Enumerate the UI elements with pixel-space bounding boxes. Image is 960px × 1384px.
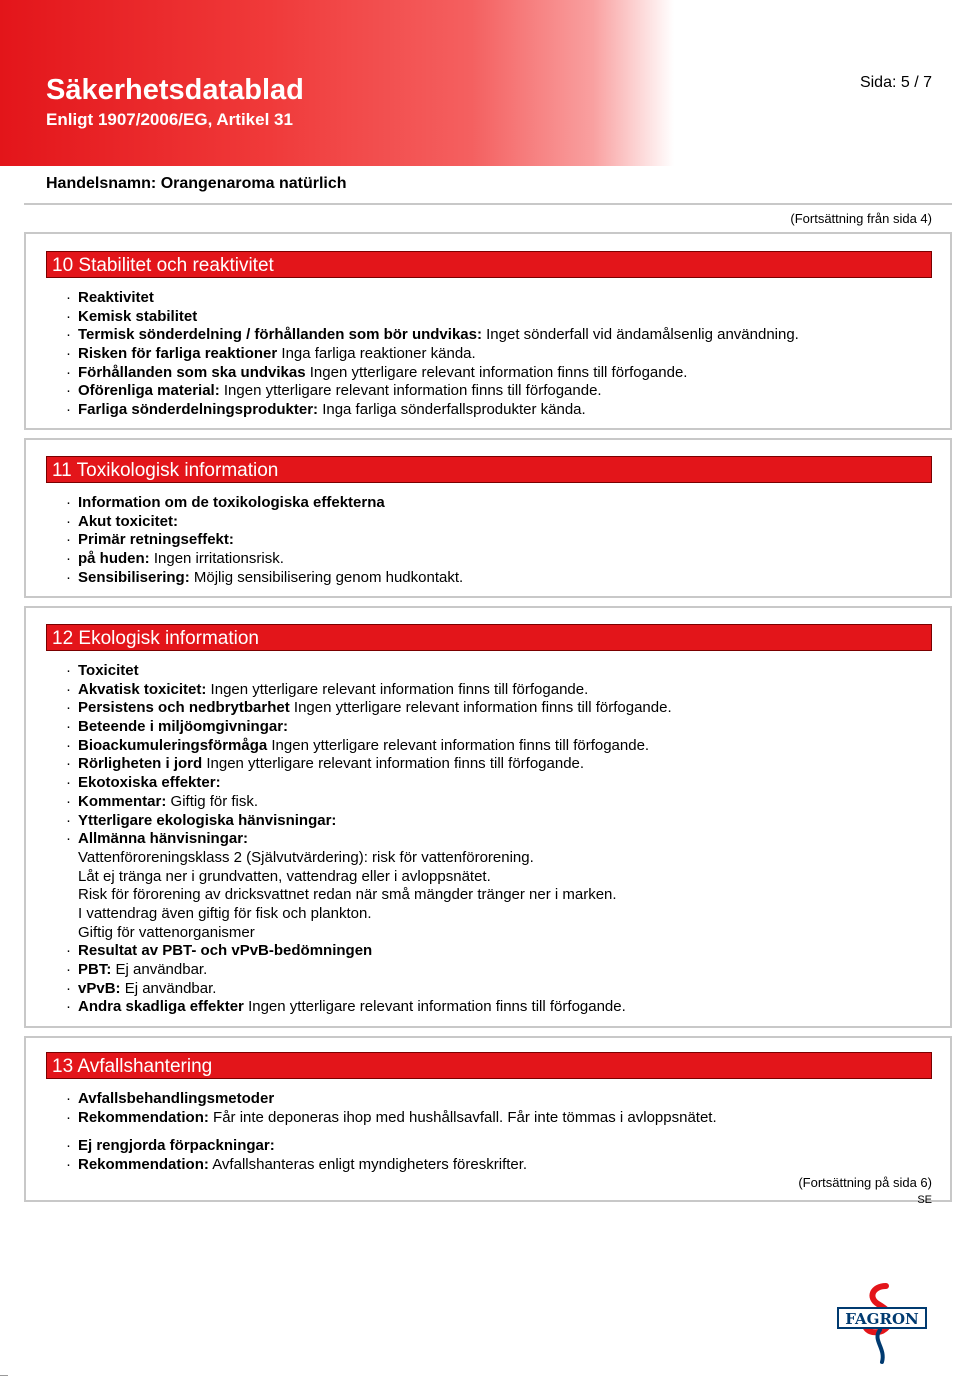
bullet-icon: ·: [66, 942, 71, 960]
info-label: Primär retningseffekt:: [78, 531, 234, 549]
info-label: Termisk sönderdelning / förhållanden som bör undvikas:: [78, 326, 482, 344]
info-label: Kommentar:: [78, 792, 167, 810]
bullet-icon: ·: [66, 830, 71, 848]
info-line: [66, 961, 672, 980]
info-value: Ingen ytterligare relevant information finns till förfogande.: [219, 382, 602, 400]
info-label: Beteende i miljöomgivningar:: [78, 718, 289, 736]
bullet-icon: ·: [66, 531, 71, 549]
info-label: Kemisk stabilitet: [78, 307, 198, 325]
info-line: [66, 364, 799, 383]
bullet-icon: ·: [66, 662, 71, 679]
bullet-icon: ·: [66, 680, 71, 698]
info-line: [66, 1137, 717, 1156]
bullet-icon: ·: [66, 979, 71, 997]
info-value: Ingen ytterligare relevant information finns till förfogande.: [202, 755, 585, 773]
info-value: Får inte deponeras ihop med hushållsavfall. Får inte tömmas i avloppsnätet.: [208, 1108, 717, 1126]
bullet-icon: ·: [66, 289, 71, 306]
product-name: Handelsnamn: Orangenaroma natürlich: [46, 175, 347, 192]
info-line: [66, 1109, 717, 1128]
note-line: Låt ej tränga ner i grundvatten, vattendrag eller i avloppsnätet.: [78, 867, 491, 885]
info-label: Sensibilisering:: [78, 568, 190, 586]
info-line: [66, 345, 799, 364]
info-label: Allmänna hänvisningar:: [78, 830, 249, 848]
section-12-heading: 12 Ekologisk information: [46, 624, 932, 651]
info-value: Avfallshanteras enligt myndigheters föreskrifter.: [208, 1156, 528, 1174]
section-12-lines: [66, 662, 672, 849]
info-line: [66, 699, 672, 718]
info-line: [66, 569, 463, 588]
info-value: Ingen ytterligare relevant information finns till förfogande.: [243, 998, 626, 1016]
info-line: [66, 980, 672, 999]
info-label: Akvatisk toxicitet:: [78, 680, 207, 698]
info-line: [66, 550, 463, 569]
bullet-icon: ·: [66, 550, 71, 568]
info-line: [66, 942, 672, 961]
section-13-body: [66, 1090, 717, 1175]
section-11-body: [66, 494, 463, 587]
section-11-heading: 11 Toxikologisk information: [46, 456, 932, 483]
bullet-icon: ·: [66, 345, 71, 363]
info-label: Oförenliga material:: [78, 382, 220, 400]
info-label: Andra skadliga effekter: [78, 998, 244, 1016]
info-label: Toxicitet: [78, 662, 139, 679]
info-line: [66, 513, 463, 532]
info-label: vPvB:: [78, 979, 121, 997]
info-line: [66, 531, 463, 550]
info-line: [66, 326, 799, 345]
bullet-icon: ·: [66, 998, 71, 1016]
info-line: [66, 830, 672, 849]
info-label: Resultat av PBT- och vPvB-bedömningen: [78, 942, 373, 960]
section-13-heading: 13 Avfallshantering: [46, 1052, 932, 1079]
info-line: [66, 718, 672, 737]
bullet-icon: ·: [66, 512, 71, 530]
bullet-icon: ·: [66, 494, 71, 511]
info-label: Ej rengjorda förpackningar:: [78, 1137, 275, 1155]
info-line: [66, 289, 799, 308]
info-value: Ej användbar.: [120, 979, 217, 997]
print-date: Datum för utskrift: 21.12.2012: [721, 101, 932, 118]
info-label: Avfallsbehandlingsmetoder: [78, 1090, 275, 1107]
info-label: Ekotoxiska effekter:: [78, 774, 221, 792]
info-line: [66, 998, 672, 1017]
note-line: Risk för förorening av dricksvattnet redan när små mängder tränger ner i marken.: [78, 886, 617, 904]
info-line: [66, 737, 672, 756]
version-number: Versionsnummer 17: [789, 139, 932, 156]
bullet-icon: ·: [66, 568, 71, 586]
logo-tail-icon: [877, 1330, 882, 1362]
bullet-icon: ·: [66, 718, 71, 736]
info-value: Giftig för fisk.: [166, 792, 259, 810]
info-line: [66, 662, 672, 681]
info-label: Bioackumuleringsförmåga: [78, 736, 268, 754]
info-line: [66, 401, 799, 420]
header-divider: [24, 203, 952, 205]
info-line: [66, 755, 672, 774]
info-value: Möjlig sensibilisering genom hudkontakt.: [189, 568, 464, 586]
page-number: Sida: 5 / 7: [859, 74, 932, 91]
info-line: [66, 812, 672, 831]
info-label: Akut toxicitet:: [78, 512, 179, 530]
corner-mark: [0, 1375, 8, 1376]
info-label: Reaktivitet: [78, 289, 154, 306]
bullet-icon: ·: [66, 792, 71, 810]
revised-date: Omarbetad: 21.12.2012: [762, 120, 932, 137]
document-subtitle: Enligt 1907/2006/EG, Artikel 31: [46, 110, 293, 129]
info-label: Information om de toxikologiska effekterna: [78, 494, 385, 511]
note-line: Giftig för vattenorganismer: [78, 923, 255, 941]
info-label: Rörligheten i jord: [78, 755, 203, 773]
info-line: [66, 793, 672, 812]
info-label: Rekommendation:: [78, 1156, 209, 1174]
info-label: Ytterligare ekologiska hänvisningar:: [78, 811, 337, 829]
info-value: Ej användbar.: [111, 961, 208, 978]
section-12-lines-after: [66, 942, 672, 1017]
info-value: Inga farliga sönderfallsprodukter kända.: [318, 401, 586, 419]
info-line: [66, 308, 799, 327]
bullet-icon: ·: [66, 363, 71, 381]
info-label: på huden:: [78, 550, 150, 568]
section-10-heading: 10 Stabilitet och reaktivitet: [46, 251, 932, 278]
note-line: I vattendrag även giftig för fisk och plankton.: [78, 904, 372, 922]
bullet-icon: ·: [66, 1156, 71, 1174]
bullet-icon: ·: [66, 382, 71, 400]
info-label: Rekommendation:: [78, 1108, 209, 1126]
bullet-icon: ·: [66, 811, 71, 829]
note-line: Vattenföroreningsklass 2 (Självutvärdering): risk för vattenförorening.: [78, 848, 534, 866]
info-value: Ingen irritationsrisk.: [149, 550, 284, 568]
bullet-icon: ·: [66, 1090, 71, 1107]
bullet-icon: ·: [66, 699, 71, 717]
bullet-icon: ·: [66, 401, 71, 419]
bullet-icon: ·: [66, 1108, 71, 1126]
info-line: [66, 774, 672, 793]
info-label: PBT:: [78, 961, 112, 978]
info-label: Farliga sönderdelningsprodukter:: [78, 401, 319, 419]
language-code: SE: [917, 1194, 932, 1206]
bullet-icon: ·: [66, 1137, 71, 1155]
section-10-body: [66, 289, 799, 420]
bullet-icon: ·: [66, 326, 71, 344]
section-13-lines: [66, 1090, 717, 1127]
info-line: [66, 681, 672, 700]
bullet-icon: ·: [66, 736, 71, 754]
info-value: Ingen ytterligare relevant information finns till förfogande.: [206, 680, 589, 698]
continued-to: (Fortsättning på sida 6): [798, 1175, 932, 1190]
info-label: Risken för farliga reaktioner: [78, 345, 278, 363]
bullet-icon: ·: [66, 774, 71, 792]
info-value: Ingen ytterligare relevant information finns till förfogande.: [289, 699, 672, 717]
info-line: [66, 1156, 717, 1175]
info-value: Ingen ytterligare relevant information finns till förfogande.: [305, 363, 688, 381]
info-label: Förhållanden som ska undvikas: [78, 363, 306, 381]
info-line: [66, 494, 463, 513]
document-title: Säkerhetsdatablad: [46, 74, 304, 106]
general-notes: [66, 849, 672, 942]
bullet-icon: ·: [66, 755, 71, 773]
logo-text: FAGRON: [845, 1310, 919, 1328]
info-line: [66, 382, 799, 401]
section-12-body: [66, 662, 672, 1017]
info-value: Ingen ytterligare relevant information finns till förfogande.: [267, 736, 650, 754]
bullet-icon: ·: [66, 961, 71, 978]
fagron-logo: [836, 1278, 928, 1366]
info-line: [66, 1090, 717, 1109]
continued-from: (Fortsättning från sida 4): [790, 211, 932, 226]
section-13-lines-after: [66, 1137, 717, 1174]
info-value: Inga farliga reaktioner kända.: [277, 345, 476, 363]
info-value: Inget sönderfall vid ändamålsenlig användning.: [481, 326, 799, 344]
info-label: Persistens och nedbrytbarhet: [78, 699, 290, 717]
bullet-icon: ·: [66, 307, 71, 325]
